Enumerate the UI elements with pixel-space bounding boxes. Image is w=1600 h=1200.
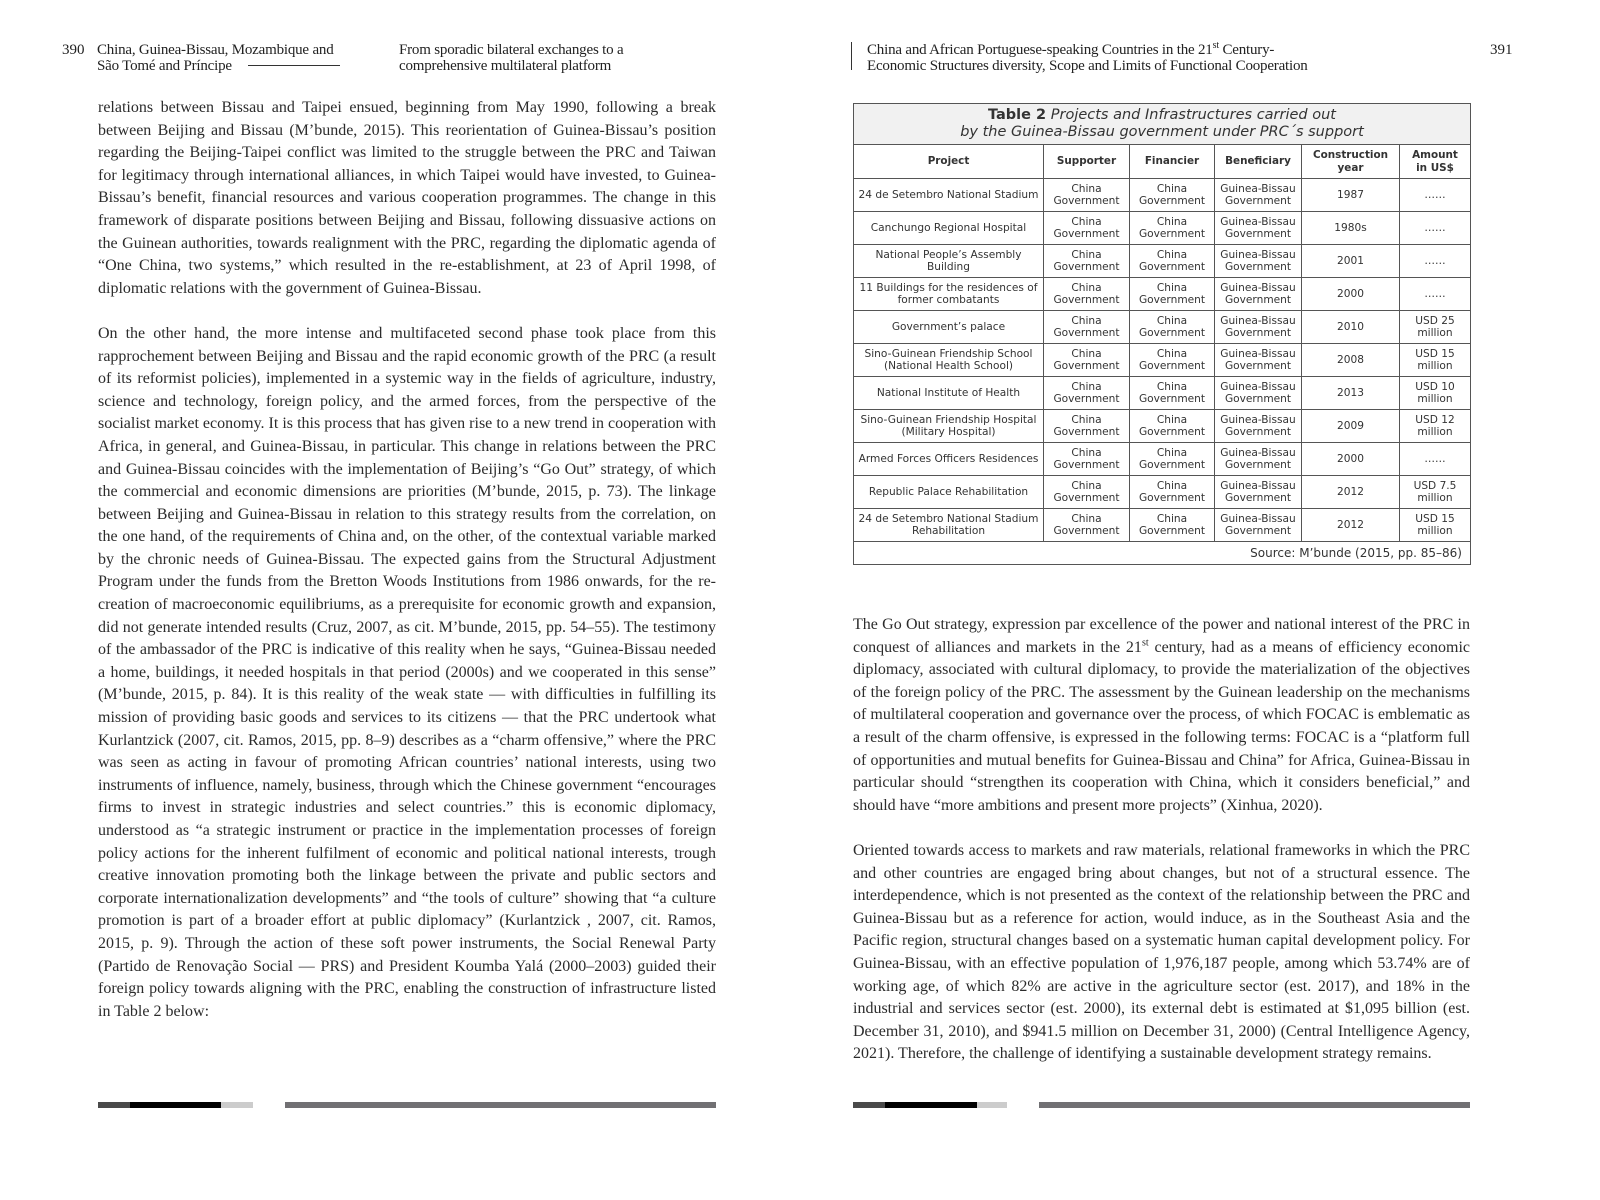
cell-construction-year: 2012 xyxy=(1302,476,1400,509)
cell-amount: USD 12 million xyxy=(1400,410,1471,443)
cell-beneficiary: Guinea-Bissau Government xyxy=(1215,509,1302,542)
footer-bar-dark xyxy=(853,1102,885,1108)
cell-financier: China Government xyxy=(1130,311,1215,344)
cell-project: National People’s Assembly Building xyxy=(854,245,1044,278)
column-header-supporter: Supporter xyxy=(1044,145,1130,179)
cell-project: Sino-Guinean Friendship Hospital (Military Hospital) xyxy=(854,410,1044,443)
column-header-project: Project xyxy=(854,145,1044,179)
chapter-title-line2: comprehensive multilateral platform xyxy=(399,58,612,74)
cell-financier: China Government xyxy=(1130,344,1215,377)
book-title-line2: São Tomé and Príncipe xyxy=(97,58,232,74)
paragraph: The Go Out strategy, expression par excellence of the power and national interest of the PRC in conquest of alliances and markets in the 21st century, had as a means of efficiency economic diplomacy, associated with cultural diplomacy, to provide the materialization of the objectives of the foreign policy of the PRC. The assessment by the Guinean leadership on the mechanisms of multilateral cooperation and governance over the process, of which FOCAC is emblematic as a result of the charm offensive, is expressed in the following terms: FOCAC is a “platform full of opportunities and mutual benefits for Guinea-Bissau and China” for Africa, Guinea-Bissau in particular should “strengthen its cooperation with China, which it considers beneficial,” and should have “more ambitions and present more projects” (Xinhua, 2020). xyxy=(853,616,1471,814)
cell-project: 11 Buildings for the residences of former combatants xyxy=(854,278,1044,311)
cell-supporter: China Government xyxy=(1044,410,1130,443)
cell-financier: China Government xyxy=(1130,245,1215,278)
cell-beneficiary: Guinea-Bissau Government xyxy=(1215,344,1302,377)
book-title-line2: Economic Structures diversity, Scope and Limits of Functional Cooperation xyxy=(867,58,1308,74)
cell-project: Government’s palace xyxy=(854,311,1044,344)
cell-project: Sino-Guinean Friendship School (National Health School) xyxy=(854,344,1044,377)
table-caption-row xyxy=(854,104,1471,145)
cell-project: Canchungo Regional Hospital xyxy=(854,212,1044,245)
paragraph: Oriented towards access to markets and raw materials, relational frameworks in which the PRC and other countries are engaged bring about changes, but not of a structural essence. The interdependence, which is not presented as the context of the relationship between the PRC and Guinea-Bissau but as a reference for action, would induce, as in the Southeast Asia and the Pacific region, structural changes based on a systematic human capital development policy. For Guinea-Bissau, with an effective population of 1,976,187 people, among which 53.74% are of working age, of which 82% are active in the agriculture sector (est. 2017), and 18% in the industrial and services sector (est. 2000), its external debt is estimated at $1,095 billion (est. December 31, 2010), and $941.5 million on December 31, 2000) (Central Intelligence Agency, 2021). Therefore, the challenge of identifying a sustainable development strategy remains. xyxy=(853,841,1470,1063)
cell-project: Armed Forces Officers Residences xyxy=(854,443,1044,476)
cell-project: Republic Palace Rehabilitation xyxy=(854,476,1044,509)
table-row xyxy=(854,212,1471,245)
cell-beneficiary: Guinea-Bissau Government xyxy=(1215,476,1302,509)
table-2 xyxy=(853,103,1471,565)
chapter-title-line1: From sporadic bilateral exchanges to a xyxy=(399,42,624,58)
table-row xyxy=(854,344,1471,377)
header-divider xyxy=(851,42,852,70)
cell-project: National Institute of Health xyxy=(854,377,1044,410)
table-row xyxy=(854,410,1471,443)
cell-beneficiary: Guinea-Bissau Government xyxy=(1215,410,1302,443)
cell-supporter: China Government xyxy=(1044,212,1130,245)
cell-construction-year: 2009 xyxy=(1302,410,1400,443)
table-row xyxy=(854,377,1471,410)
cell-amount: USD 10 million xyxy=(1400,377,1471,410)
footer-bar-light xyxy=(977,1102,1007,1108)
cell-construction-year: 2013 xyxy=(1302,377,1400,410)
cell-amount: USD 7.5 million xyxy=(1400,476,1471,509)
cell-financier: China Government xyxy=(1130,212,1215,245)
cell-amount: USD 15 million xyxy=(1400,509,1471,542)
table-caption: Table 2 Projects and Infrastructures carried out by the Guinea-Bissau government under PRC´s support xyxy=(854,104,1471,145)
table-row xyxy=(854,278,1471,311)
cell-beneficiary: Guinea-Bissau Government xyxy=(1215,212,1302,245)
cell-construction-year: 2000 xyxy=(1302,443,1400,476)
book-title-line1: China and African Portuguese-speaking Countries in the 21st Century- xyxy=(867,40,1275,58)
footer-bar-black xyxy=(885,1102,977,1108)
table-row xyxy=(854,245,1471,278)
cell-beneficiary: Guinea-Bissau Government xyxy=(1215,245,1302,278)
cell-financier: China Government xyxy=(1130,179,1215,212)
cell-supporter: China Government xyxy=(1044,311,1130,344)
cell-amount: …… xyxy=(1400,278,1471,311)
cell-amount: …… xyxy=(1400,245,1471,278)
running-header-book-title xyxy=(867,42,1308,74)
paragraph: relations between Bissau and Taipei ensued, beginning from May 1990, following a break between Beijing and Bissau (M’bunde, 2015). This reorientation of Guinea-Bissau’s position regarding the Beijing-Taipei conflict was limited to the struggle between the PRC and Taiwan for legitimacy through international alliances, in which Taipei would have invested, to Guinea-Bissau’s benefit, financial resources and various cooperation programmes. The change in this framework of disparate positions between Beijing and Bissau, following dissuasive actions on the Guinean authorities, towards realignment with the PRC, regarding the diplomatic agenda of “One China, two systems,” which resulted in the re-establishment, at 23 of April 1998, of diplomatic relations with the government of Guinea-Bissau. xyxy=(98,99,716,297)
cell-project: 24 de Setembro National Stadium xyxy=(854,179,1044,212)
cell-amount: …… xyxy=(1400,443,1471,476)
table-row xyxy=(854,509,1471,542)
cell-financier: China Government xyxy=(1130,278,1215,311)
cell-beneficiary: Guinea-Bissau Government xyxy=(1215,377,1302,410)
column-header-financier: Financier xyxy=(1130,145,1215,179)
cell-project: 24 de Setembro National Stadium Rehabilitation xyxy=(854,509,1044,542)
book-title-line1: China, Guinea-Bissau, Mozambique and xyxy=(97,42,334,58)
paragraph: On the other hand, the more intense and multifaceted second phase took place from this rapprochement between Beijing and Bissau and the rapid economic growth of the PRC (a result of its reformist policies), implemented in a systemic way in the fields of agriculture, industry, science and technology, foreign policy, and the armed forces, from the perspective of the socialist market economy. It is this process that has given rise to a new trend in cooperation with Africa, in general, and Guinea-Bissau, in particular. This change in relations between the PRC and Guinea-Bissau coincides with the implementation of Beijing’s “Go Out” strategy, of which the commercial and economic dimensions are priorities (M’bunde, 2015, p. 73). The linkage between Beijing and Guinea-Bissau in relation to this strategy results from the correlation, on the one hand, of the requirements of China and, on the other, of the contextual variable marked by the chronic needs of Guinea-Bissau. The expected gains from the Structural Adjustment Program under the funds from the Bretton Woods Institutions from 1986 onwards, for the re-creation of macroeconomic equilibriums, as a prerequisite for economic growth and expansion, did not generate intended results (Cruz, 2007, as cit. M’bunde, 2015, pp. 54–55). The testimony of the ambassador of the PRC is indicative of this reality when he says, “Guinea-Bissau needed a home, buildings, it needed hospitals in that period (2000s) and we cooperated in this sense” (M’bunde, 2015, p. 84). It is this reality of the weak state — with difficulties in fulfilling its mission of providing basic goods and services to its citizens — that the PRC undertook what Kurlantzick (2007, cit. Ramos, 2015, pp. 8–9) describes as a “charm offensive,” where the PRC was seen as acting in favour of promoting African countries’ national interests, using two instruments of influence, namely, business, through which the Chinese government “encourages firms to invest in strategic industries and select countries.” this is economic diplomacy, understood as “a strategic instrument or practice in the implementation processes of foreign policy actions for the inherent fulfilment of economic and political national interests, trough creative innovation promoting both the linkage between the private and public sectors and corporate internationalization developments” and “the tools of culture” showing that “a culture promotion is part of a broader effort at public diplomacy” (Kurlantzick , 2007, cit. Ramos, 2015, p. 9). Through the action of these soft power instruments, the Social Renewal Party (Partido de Renovação Social — PRS) and President Koumba Yalá (2000–2003) guided their foreign policy towards aligning with the PRC, enabling the construction of infrastructure listed in Table 2 below: xyxy=(98,324,716,1020)
cell-supporter: China Government xyxy=(1044,278,1130,311)
cell-supporter: China Government xyxy=(1044,344,1130,377)
cell-supporter: China Government xyxy=(1044,509,1130,542)
cell-supporter: China Government xyxy=(1044,377,1130,410)
cell-beneficiary: Guinea-Bissau Government xyxy=(1215,311,1302,344)
table-source: Source: M’bunde (2015, pp. 85–86) xyxy=(854,542,1471,565)
page-number: 390 xyxy=(62,42,85,58)
cell-financier: China Government xyxy=(1130,509,1215,542)
table-row xyxy=(854,476,1471,509)
cell-amount: USD 25 million xyxy=(1400,311,1471,344)
table-body xyxy=(854,179,1471,542)
cell-financier: China Government xyxy=(1130,476,1215,509)
cell-construction-year: 1980s xyxy=(1302,212,1400,245)
footer-bar-gray xyxy=(1039,1102,1470,1108)
column-header-amount: Amount in US$ xyxy=(1400,145,1471,179)
table-row xyxy=(854,311,1471,344)
cell-construction-year: 2000 xyxy=(1302,278,1400,311)
table-header-row xyxy=(854,145,1471,179)
table-row xyxy=(854,443,1471,476)
cell-financier: China Government xyxy=(1130,377,1215,410)
cell-financier: China Government xyxy=(1130,410,1215,443)
cell-supporter: China Government xyxy=(1044,179,1130,212)
cell-amount: …… xyxy=(1400,179,1471,212)
column-header-beneficiary: Beneficiary xyxy=(1215,145,1302,179)
cell-financier: China Government xyxy=(1130,443,1215,476)
column-header-construction-year: Construction year xyxy=(1302,145,1400,179)
cell-supporter: China Government xyxy=(1044,245,1130,278)
cell-beneficiary: Guinea-Bissau Government xyxy=(1215,278,1302,311)
cell-beneficiary: Guinea-Bissau Government xyxy=(1215,179,1302,212)
cell-construction-year: 2012 xyxy=(1302,509,1400,542)
right-body-text xyxy=(853,614,1470,1066)
cell-construction-year: 2010 xyxy=(1302,311,1400,344)
cell-construction-year: 1987 xyxy=(1302,179,1400,212)
table-source-row xyxy=(854,542,1471,565)
cell-supporter: China Government xyxy=(1044,443,1130,476)
page-number: 391 xyxy=(1490,42,1513,58)
cell-construction-year: 2008 xyxy=(1302,344,1400,377)
cell-amount: USD 15 million xyxy=(1400,344,1471,377)
table-row xyxy=(854,179,1471,212)
cell-beneficiary: Guinea-Bissau Government xyxy=(1215,443,1302,476)
cell-construction-year: 2001 xyxy=(1302,245,1400,278)
cell-amount: …… xyxy=(1400,212,1471,245)
cell-supporter: China Government xyxy=(1044,476,1130,509)
